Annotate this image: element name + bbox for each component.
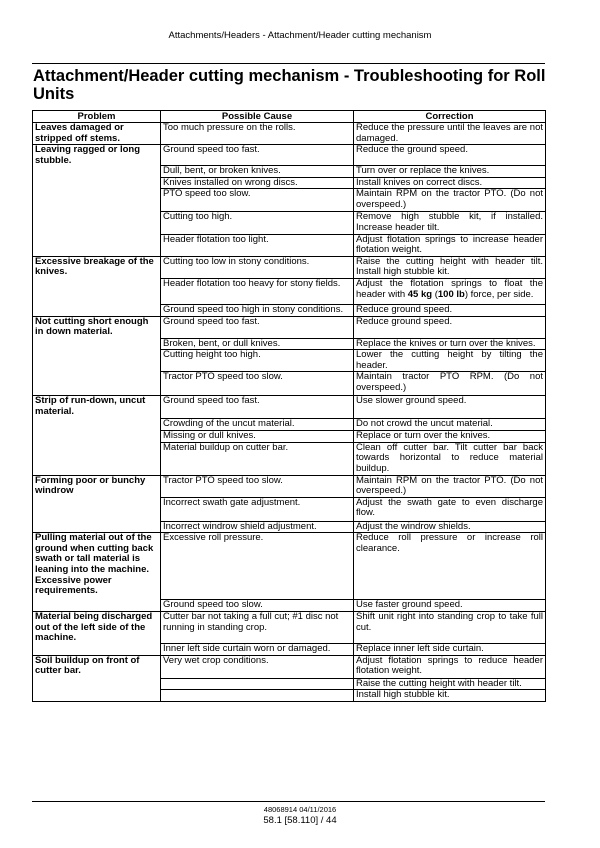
cause-cell: Broken, bent, or dull knives. [161,338,354,350]
table-row [33,475,546,497]
cause-cell: Very wet crop conditions. [161,655,354,678]
table-row [33,655,546,678]
cause-cell: PTO speed too slow. [161,189,354,212]
table-body [33,123,546,702]
problem-cell: Pulling material out of the ground when cutting back swath or tall material is leaning into the machine. Excessive power requirements. [33,533,161,612]
page-title: Attachment/Header cutting mechanism - Troubleshooting for Roll Units [33,67,546,103]
cause-cell: Incorrect swath gate adjustment. [161,497,354,521]
troubleshooting-table [32,110,546,702]
cause-cell: Inner left side curtain worn or damaged. [161,644,354,656]
cause-cell: Material buildup on cutter bar. [161,442,354,475]
correction-cell: Replace inner left side curtain. [354,644,546,656]
cause-cell [161,678,354,690]
cause-cell: Ground speed too high in stony conditions. [161,304,354,316]
correction-cell: Adjust flotation springs to increase header flotation weight. [354,234,546,256]
correction-cell: Adjust the flotation springs to float the header with 45 kg (100 lb) force, per side. [354,278,546,304]
cause-cell: Knives installed on wrong discs. [161,177,354,189]
problem-cell: Soil buildup on front of cutter bar. [33,655,161,701]
correction-cell: Raise the cutting height with header tilt. Install high stubble kit. [354,256,546,278]
correction-cell: Install knives on correct discs. [354,177,546,189]
table-row [33,533,546,600]
column-header-correction: Correction [354,111,546,123]
correction-cell: Adjust the swath gate to even discharge flow. [354,497,546,521]
problem-cell: Not cutting short enough in down material. [33,316,161,396]
correction-cell: Install high stubble kit. [354,690,546,702]
correction-cell: Clean off cutter bar. Tilt cutter bar back towards horizontal to reduce material buildup. [354,442,546,475]
page-number: 58.1 [58.110] / 44 [263,815,337,826]
correction-cell: Reduce the ground speed. [354,145,546,166]
table-row [33,396,546,419]
table-row [33,123,546,145]
problem-cell: Forming poor or bunchy windrow [33,475,161,533]
correction-cell: Adjust the windrow shields. [354,521,546,533]
correction-cell: Lower the cutting height by tilting the header. [354,350,546,372]
problem-cell: Leaves damaged or stripped off stems. [33,123,161,145]
running-header: Attachments/Headers - Attachment/Header cutting mechanism [168,30,432,41]
correction-cell: Remove high stubble kit, if installed. Increase header tilt. [354,212,546,234]
table-row [33,316,546,338]
correction-cell: Maintain RPM on the tractor PTO. (Do not overspeed.) [354,475,546,497]
cause-cell: Cutting too low in stony conditions. [161,256,354,278]
cause-cell: Header flotation too heavy for stony fields. [161,278,354,304]
correction-cell: Reduce ground speed. [354,316,546,338]
cause-cell: Header flotation too light. [161,234,354,256]
table-row [33,145,546,166]
cause-cell: Tractor PTO speed too slow. [161,475,354,497]
correction-cell: Maintain tractor PTO RPM. (Do not overspeed.) [354,372,546,396]
correction-cell: Replace or turn over the knives. [354,430,546,442]
cause-cell: Crowding of the uncut material. [161,419,354,431]
correction-cell: Replace the knives or turn over the knives. [354,338,546,350]
table-row [33,612,546,644]
cause-cell: Cutting too high. [161,212,354,234]
cause-cell [161,690,354,702]
cause-cell: Tractor PTO speed too slow. [161,372,354,396]
column-header-cause: Possible Cause [161,111,354,123]
correction-cell: Reduce ground speed. [354,304,546,316]
table-row [33,256,546,278]
cause-cell: Excessive roll pressure. [161,533,354,600]
cause-cell: Ground speed too fast. [161,396,354,419]
problem-cell: Excessive breakage of the knives. [33,256,161,316]
correction-cell: Adjust flotation springs to reduce header flotation weight. [354,655,546,678]
problem-cell: Leaving ragged or long stubble. [33,145,161,257]
cause-cell: Missing or dull knives. [161,430,354,442]
cause-cell: Incorrect windrow shield adjustment. [161,521,354,533]
problem-cell: Material being discharged out of the left side of the machine. [33,612,161,656]
cause-cell: Ground speed too fast. [161,145,354,166]
correction-cell: Raise the cutting height with header tilt. [354,678,546,690]
problem-cell: Strip of run-down, uncut material. [33,396,161,475]
correction-cell: Reduce roll pressure or increase roll clearance. [354,533,546,600]
table-header-row [33,111,546,123]
document-number: 48068914 04/11/2016 [263,805,337,814]
footer-rule [32,801,545,802]
cause-cell: Cutter bar not taking a full cut; #1 disc not running in standing crop. [161,612,354,644]
cause-cell: Cutting height too high. [161,350,354,372]
column-header-problem: Problem [33,111,161,123]
header-rule [32,63,545,64]
correction-cell: Do not crowd the uncut material. [354,419,546,431]
correction-cell: Use slower ground speed. [354,396,546,419]
cause-cell: Too much pressure on the rolls. [161,123,354,145]
correction-cell: Use faster ground speed. [354,600,546,612]
cause-cell: Ground speed too slow. [161,600,354,612]
cause-cell: Dull, bent, or broken knives. [161,166,354,178]
correction-cell: Shift unit right into standing crop to take full cut. [354,612,546,644]
cause-cell: Ground speed too fast. [161,316,354,338]
correction-cell: Reduce the pressure until the leaves are not damaged. [354,123,546,145]
correction-cell: Maintain RPM on the tractor PTO. (Do not overspeed.) [354,189,546,212]
correction-cell: Turn over or replace the knives. [354,166,546,178]
